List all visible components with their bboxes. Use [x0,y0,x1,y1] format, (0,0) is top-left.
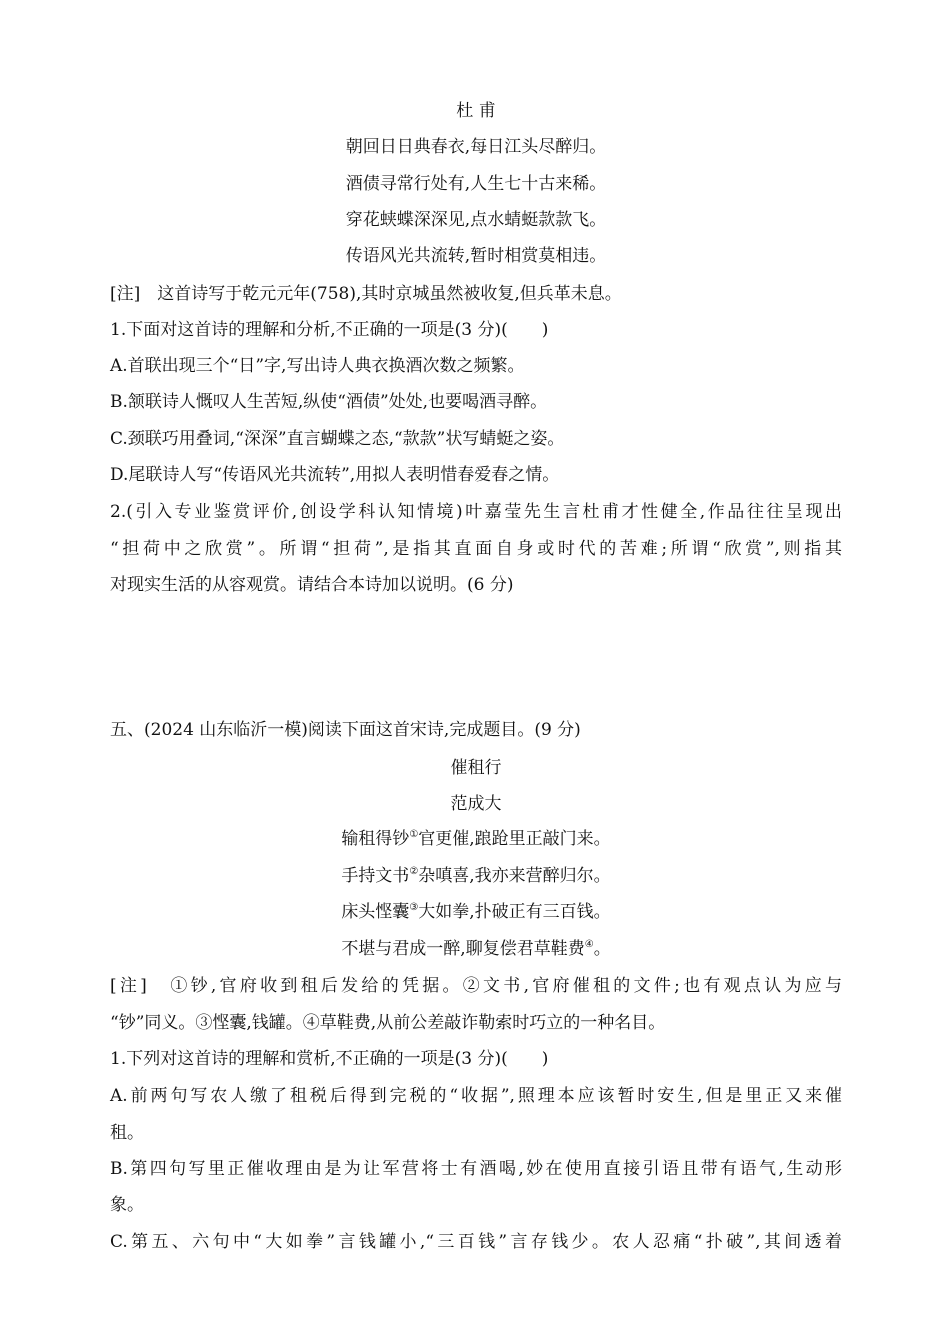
footnote-mark-2: ② [409,866,419,877]
poem2-line-1: 输租得钞①官更催,踉跄里正敲门来。 [341,829,611,849]
poem1-author: 杜 甫 [456,101,496,121]
footnote-mark-3: ③ [409,902,419,913]
poem2-q1-option-c-line-1: C.第五、六句中“大如拳”言钱罐小,“三百钱”言存钱少。农人忍痛“扑破”,其间透着 [110,1232,842,1252]
footnote-mark-1: ① [409,829,419,840]
poem1-line-2: 酒债寻常行处有,人生七十古来稀。 [345,174,607,194]
poem2-q1-option-a-line-2: 租。 [110,1123,144,1143]
poem2-q1-stem: 1.下列对这首诗的理解和赏析,不正确的一项是(3 分)( ) [110,1049,549,1069]
poem1-note: [注] 这首诗写于乾元元年(758),其时京城虽然被收复,但兵革未息。 [110,284,622,304]
poem2-note-line-2: “钞”同义。③悭囊,钱罐。④草鞋费,从前公差敲诈勒索时巧立的一种名目。 [110,1013,666,1033]
poem2-q1-option-b-line-2: 象。 [110,1195,144,1215]
poem1-q1-option-b: B.颔联诗人慨叹人生苦短,纵使“酒债”处处,也要喝酒寻醉。 [110,392,548,412]
section5-header: 五、(2024 山东临沂一模)阅读下面这首宋诗,完成题目。(9 分) [110,720,581,740]
poem1-q1-stem: 1.下面对这首诗的理解和分析,不正确的一项是(3 分)( ) [110,320,549,340]
poem1-q2-line-2: “担荷中之欣赏”。所谓“担荷”,是指其直面自身或时代的苦难;所谓“欣赏”,则指其 [110,539,842,559]
poem1-line-4: 传语风光共流转,暂时相赏莫相违。 [345,246,607,266]
poem1-q2-line-1: 2.(引入专业鉴赏评价,创设学科认知情境)叶嘉莹先生言杜甫才性健全,作品往往呈现出 [110,502,842,522]
poem1-line-1: 朝回日日典春衣,每日江头尽醉归。 [345,137,607,157]
footnote-mark-4: ④ [584,939,594,950]
poem2-q1-option-a-line-1: A.前两句写农人缴了租税后得到完税的“收据”,照理本应该暂时安生,但是里正又来催 [110,1086,842,1106]
poem2-line-3: 床头悭囊③大如拳,扑破正有三百钱。 [341,902,611,922]
poem1-q2-line-3: 对现实生活的从容观赏。请结合本诗加以说明。(6 分) [110,575,514,595]
poem1-q1-option-a: A.首联出现三个“日”字,写出诗人典衣换酒次数之频繁。 [110,356,525,376]
poem1-q1-option-d: D.尾联诗人写“传语风光共流转”,用拟人表明惜春爱春之情。 [110,465,560,485]
poem1-q1-option-c: C.颈联巧用叠词,“深深”直言蝴蝶之态,“款款”状写蜻蜓之姿。 [110,429,565,449]
poem2-line-4: 不堪与君成一醉,聊复偿君草鞋费④。 [341,939,611,959]
poem1-line-3: 穿花蛱蝶深深见,点水蜻蜓款款飞。 [345,210,607,230]
poem2-q1-option-b-line-1: B.第四句写里正催收理由是为让军营将士有酒喝,妙在使用直接引语且带有语气,生动形 [110,1159,842,1179]
poem2-title: 催租行 [450,758,502,778]
poem2-author: 范成大 [450,794,502,814]
poem2-note-line-1: [注] ①钞,官府收到租后发给的凭据。②文书,官府催租的文件;也有观点认为应与 [110,976,842,996]
poem2-line-2: 手持文书②杂嗔喜,我亦来营醉归尔。 [341,866,611,886]
